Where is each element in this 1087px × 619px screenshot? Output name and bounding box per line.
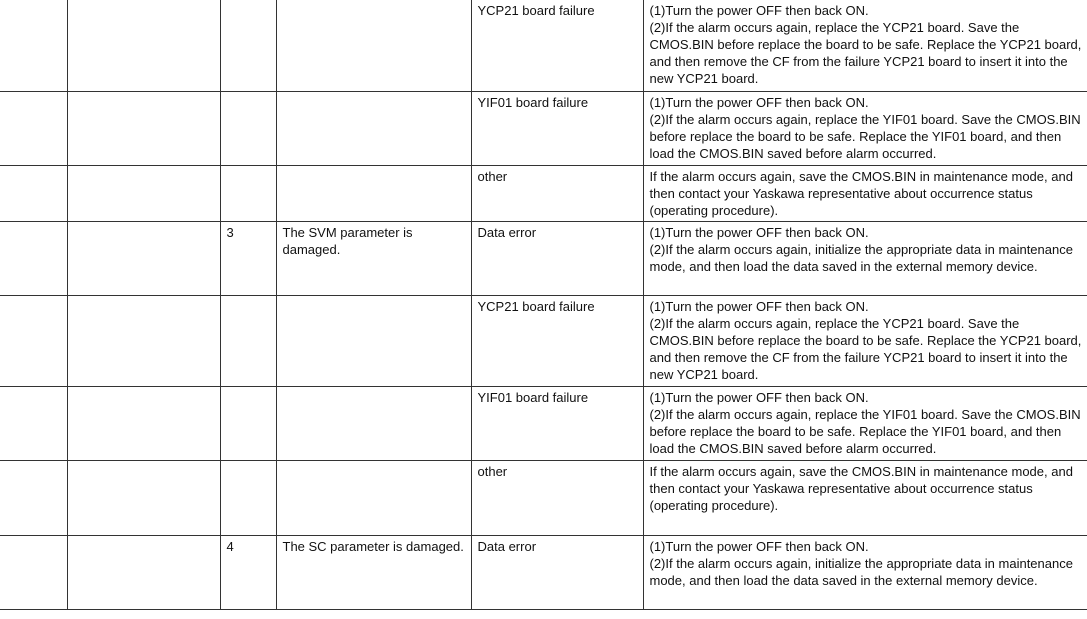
cell-col1 — [67, 166, 220, 222]
cell-sub-code — [220, 461, 276, 536]
cell-remedy: (1)Turn the power OFF then back ON. (2)If the alarm occurs again, replace the YIF01 board. Save the CMOS.BIN before replace the board to be safe. Replace the YIF01 board, and then load the CMOS.BIN saved before alarm occurred. — [643, 92, 1087, 166]
cell-empty — [0, 0, 67, 92]
cell-col1 — [67, 0, 220, 92]
cell-cause: Data error — [471, 536, 643, 610]
cell-remedy: (1)Turn the power OFF then back ON. (2)If the alarm occurs again, replace the YCP21 board. Save the CMOS.BIN before replace the board to be safe. Replace the YCP21 board, and then remove the CF from the failure YCP21 board to insert it into the new YCP21 board. — [643, 296, 1087, 387]
cell-col1 — [67, 461, 220, 536]
cell-empty — [0, 387, 67, 461]
cell-meaning — [276, 461, 471, 536]
cell-empty — [0, 536, 67, 610]
cell-sub-code — [220, 0, 276, 92]
cell-col1 — [67, 536, 220, 610]
cell-remedy: If the alarm occurs again, save the CMOS.BIN in maintenance mode, and then contact your Yaskawa representative about occurrence status (operating procedure). — [643, 461, 1087, 536]
cell-empty — [0, 92, 67, 166]
table-row — [0, 0, 1087, 92]
cell-sub-code: 3 — [220, 222, 276, 296]
cell-col1 — [67, 92, 220, 166]
cell-meaning — [276, 296, 471, 387]
cell-meaning: The SC parameter is damaged. — [276, 536, 471, 610]
cell-meaning — [276, 0, 471, 92]
cell-cause: YCP21 board failure — [471, 0, 643, 92]
table-row — [0, 222, 1087, 296]
cell-meaning — [276, 387, 471, 461]
cell-cause: YCP21 board failure — [471, 296, 643, 387]
table-row — [0, 536, 1087, 610]
cell-col1 — [67, 296, 220, 387]
cell-remedy: (1)Turn the power OFF then back ON. (2)If the alarm occurs again, initialize the appropriate data in maintenance mode, and then load the data saved in the external memory device. — [643, 536, 1087, 610]
table-row — [0, 92, 1087, 166]
cell-cause: YIF01 board failure — [471, 92, 643, 166]
table-row — [0, 387, 1087, 461]
cell-sub-code — [220, 166, 276, 222]
cell-sub-code — [220, 92, 276, 166]
cell-remedy: (1)Turn the power OFF then back ON. (2)If the alarm occurs again, replace the YCP21 board. Save the CMOS.BIN before replace the board to be safe. Replace the YCP21 board, and then remove the CF from the failure YCP21 board to insert it into the new YCP21 board. — [643, 0, 1087, 92]
cell-cause: other — [471, 166, 643, 222]
cell-meaning — [276, 166, 471, 222]
table-row — [0, 166, 1087, 222]
cell-empty — [0, 296, 67, 387]
cell-empty — [0, 461, 67, 536]
cell-remedy: (1)Turn the power OFF then back ON. (2)If the alarm occurs again, replace the YIF01 board. Save the CMOS.BIN before replace the board to be safe. Replace the YIF01 board, and then load the CMOS.BIN saved before alarm occurred. — [643, 387, 1087, 461]
cell-sub-code — [220, 387, 276, 461]
cell-col1 — [67, 222, 220, 296]
cell-empty — [0, 166, 67, 222]
cell-sub-code — [220, 296, 276, 387]
cell-cause: Data error — [471, 222, 643, 296]
cell-cause: YIF01 board failure — [471, 387, 643, 461]
cell-remedy: If the alarm occurs again, save the CMOS.BIN in maintenance mode, and then contact your Yaskawa representative about occurrence status (operating procedure). — [643, 166, 1087, 222]
table-row — [0, 296, 1087, 387]
cell-meaning: The SVM parameter is damaged. — [276, 222, 471, 296]
cell-empty — [0, 222, 67, 296]
cell-remedy: (1)Turn the power OFF then back ON. (2)If the alarm occurs again, initialize the appropriate data in maintenance mode, and then load the data saved in the external memory device. — [643, 222, 1087, 296]
cell-cause: other — [471, 461, 643, 536]
cell-sub-code: 4 — [220, 536, 276, 610]
cell-meaning — [276, 92, 471, 166]
cell-col1 — [67, 387, 220, 461]
table-row — [0, 461, 1087, 536]
